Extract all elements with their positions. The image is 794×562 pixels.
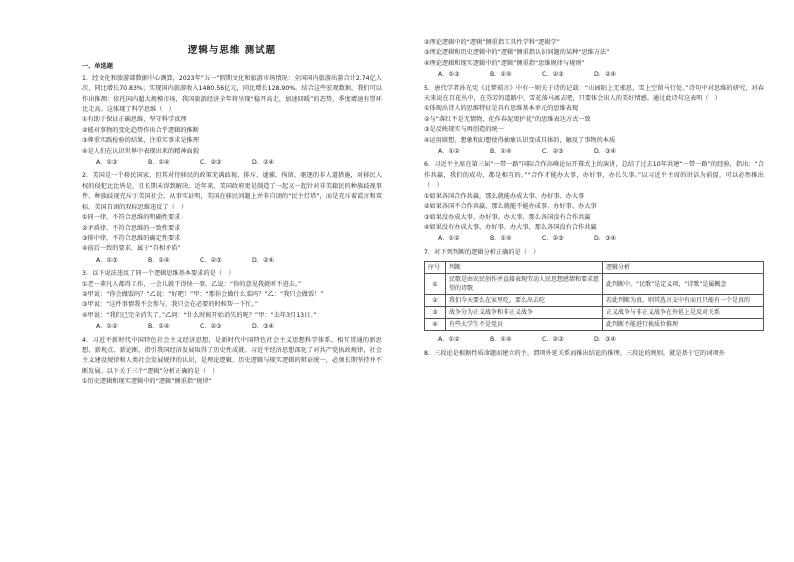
question-4-item: ③理论逻辑和历史逻辑中的“逻辑”侧重指认识问题的某种“思维方法”	[424, 49, 610, 57]
question-2-item: ④前后一致的要求，属于“自相矛盾”	[82, 245, 181, 253]
question-3-item: ②甲说：“你会做饭吗？”乙说：“好吧！”甲：“那你会做什么菜吗？”乙：“我只会做饭！”	[82, 290, 324, 298]
question-2-choices	[82, 256, 382, 266]
section-heading: 一、单选题	[82, 63, 113, 71]
question-4-item: ②理论逻辑中的“逻辑”侧重指工具性学科“逻辑学”	[424, 39, 560, 46]
question-6-item: ②如果各国不合作共赢，那么就能不能办成事、办好事、办大事	[424, 203, 597, 211]
question-7-choices	[424, 335, 764, 345]
choice-c[interactable]: C．②③	[200, 159, 222, 167]
question-2-item: ①同一律，不符合思维的明确性要求	[82, 214, 181, 222]
question-3-stem: 3．以下说法违反了同一个逻辑思维基本要求的是（ ）	[82, 270, 235, 278]
choice-c[interactable]: C．②③	[542, 148, 564, 156]
question-5-choices	[424, 147, 764, 157]
choice-d[interactable]: D．③④	[252, 323, 275, 331]
column-header: 逻辑分析	[603, 262, 764, 274]
choice-c[interactable]: C．②③	[542, 235, 564, 243]
question-5-item: ④运用联想、想象和幻想使得抽象认识变成具体的，触及了事物的本质	[424, 136, 616, 144]
question-4-stem: 4．习近平新时代中国特色社会主义经济思想，是新时代中国特色社会主义思想科学体系、相互贯通的新思想、新观点、新论断，指引我国经济发展取得了历史性成就。习近平经济思想深化了对共产党执政规律、社会主义建设规律和人类社会发展规律的认识，是理论逻辑、历史逻辑与现实逻辑的辩证统一，必须长期坚持并不断发展。以下关于三个“逻辑”分析正确的是（ ）	[82, 336, 382, 375]
question-2-stem: 2．美国是一个移民国家，但其对待移民的政策充满歧视、排斥，逮捕、拘留、驱逐的非人道措施，对移民人权的侵犯比比皆是，且长期未得到解决。近年来，美国政府更是制造了一起又一起针对非美籍民的种族歧视事件。种族歧视充斥于美国社会，从事实证明，美国在移民问题上并非自诩的“民主灯塔”，而是充斥着谎言和双标。美国自诩的双标思维违反了（ ）	[82, 172, 382, 211]
question-1-stem: 1．经文化和旅游部数据中心测算，2023年“五一”假期文化和旅游市场情况：全国国内旅游出游合计2.74亿人次，同比增长70.83%；实现国内旅游收入1480.56亿元，同比增长128.90%。结合这些宏观数据，我们可以作出推测：依托国内超大规模市场，我国旅游经济全年将呈现“稳开高走，加速回暖”的态势，季度增速有望环比走高。这体现了科学思维（ ）	[82, 74, 382, 114]
question-3-item: ④甲说：“我们已完全消失了。”乙问：“什么时候开始消失的呢？”甲：“去年3月13日。”	[82, 311, 317, 319]
question-7-stem: 7．对下列判断的逻辑分析正确的是（ ）	[424, 248, 540, 256]
question-1-item: ②能对事物的变化趋势作出合乎逻辑的推断	[82, 126, 199, 134]
table-cell: 有些大学生不是党员	[446, 319, 603, 331]
table-cell: ②	[425, 295, 446, 307]
column-header: 序号	[425, 262, 446, 274]
table-cell: ③	[425, 307, 446, 319]
table-cell: 战争分为正义战争和非正义战争	[446, 307, 603, 319]
table-cell: 正义战争与非正义战争在外延上是反对关系	[603, 307, 764, 319]
choice-a[interactable]: A．①②	[438, 148, 460, 156]
left-column	[82, 38, 382, 388]
choice-c[interactable]: C．②③	[200, 323, 222, 331]
choice-d[interactable]: D．③④	[594, 336, 617, 344]
question-1-item: ①有助于保证正确思维，坚守科学真理	[82, 116, 187, 124]
choice-a[interactable]: A．①②	[96, 323, 118, 331]
choice-a[interactable]: A．①③	[438, 71, 460, 79]
choice-b[interactable]: B．①④	[148, 256, 170, 264]
question-5-item: ②与“落红不是无情物，化作春泥更护花”的思维表达方式一致	[424, 115, 591, 123]
choice-d[interactable]: D．②④	[594, 71, 617, 79]
question-3-item: ③甲说：“这件事情我不会参与，我只会在必要的时候帮一下忙。”	[82, 301, 258, 309]
choice-b[interactable]: B．①④	[490, 148, 512, 156]
table-cell: 民歌是由农民创作并直接表现劳动人民思想感情和要求愿望的诗歌	[446, 274, 603, 295]
question-6-item: ③如果没办成大事、办好事、办大事，那么各国没有合作共赢	[424, 213, 591, 221]
choice-b[interactable]: B．①④	[148, 159, 170, 167]
table-cell: 此判断不能进行换质位推理	[603, 319, 764, 331]
page-title: 逻辑与思维 测试题	[187, 45, 277, 56]
table-header-row	[425, 262, 764, 274]
question-1-item: ③尊重实践检验的结果，注重实事求是推理	[82, 137, 199, 145]
column-header: 判断	[446, 262, 603, 274]
question-3-choices	[82, 322, 382, 332]
table-row	[425, 307, 764, 319]
choice-b[interactable]: B．①④	[490, 235, 512, 243]
choice-b[interactable]: B．①④	[490, 71, 512, 79]
question-2-item: ③排中律，不符合思维的确定性要求	[82, 234, 181, 242]
question-2-item: ②矛盾律，不符合思维的一致性要求	[82, 224, 181, 232]
question-6-choices	[424, 234, 764, 244]
table-cell: ④	[425, 319, 446, 331]
question-4-item: ①历史逻辑和现实逻辑中的“逻辑”侧重指“规律”	[82, 378, 212, 386]
question-6-item: ④如果没有办成大事、办好事、办大事，那么各国没有合作共赢	[424, 223, 597, 231]
choice-b[interactable]: B．①④	[148, 323, 170, 331]
table-cell: ①	[425, 274, 446, 295]
table-cell: 此判断中，“民歌”是定义项，“诗歌”是属概念	[603, 274, 764, 295]
choice-d[interactable]: D．③④	[594, 148, 617, 156]
table-cell: 若此判断为真，则其选言支中有而且只能有一个是真的	[603, 295, 764, 307]
right-column	[424, 38, 764, 359]
question-5-item: ③是反映现实与再创造的统一	[424, 126, 504, 134]
choice-b[interactable]: B．①④	[490, 336, 512, 344]
choice-c[interactable]: C．②③	[200, 256, 222, 264]
question-7-table	[424, 261, 764, 331]
choice-d[interactable]: D．③④	[594, 235, 617, 243]
choice-a[interactable]: A．①③	[96, 159, 118, 167]
choice-a[interactable]: A．①②	[438, 336, 460, 344]
question-3-item: ①老一辈凡人都得工作，一会儿就干得快一事。乙说：“你的意见我就听不进去。”	[82, 280, 302, 288]
table-cell: 我们今天要么在家里吃，要么出去吃	[446, 295, 603, 307]
question-4-item: ④理论逻辑和现实逻辑中的“逻辑”侧重指“思维规律与规则”	[424, 59, 585, 67]
table-row	[425, 319, 764, 331]
question-5-item: ①体现出诗人的思维特征是具有思维基本单元的思维表现	[424, 105, 579, 113]
question-6-item: ①如果各国合作共赢，那么就能办成大事、办好事、办大事	[424, 192, 585, 200]
question-1-choices	[82, 158, 382, 168]
choice-d[interactable]: D．②④	[252, 256, 275, 264]
choice-a[interactable]: A．①③	[96, 256, 118, 264]
question-6-stem: 6．习近平主席在第三届“一带一路”国际合作高峰论坛开幕式上的演讲，总结了过去10年共建“一带一路”的经验，指出：“合作共赢，我们的成功，都是相互的。”“合作才能办大事，办好事，办长久事。”以习近平主席的讲话为前提，可以必然推出（ ）	[424, 161, 764, 190]
choice-c[interactable]: C．②③	[542, 336, 564, 344]
table-row	[425, 295, 764, 307]
question-1-item: ④是人们在认识世界中表现出来的精神面貌	[82, 147, 199, 155]
question-5-stem: 5．唐代学者孙光宪《北梦琐言》中有一则关于诗的记载：“山园陌上无邪思，雪上空留马行处。”诗句中对思维的研究，对春天来说在百花丛中，在芬芳的道路中，雪花落马离去吧，只要体会出人的美好情感。通过此诗句这表明（ ）	[424, 84, 764, 103]
question-4-choices	[424, 70, 764, 80]
choice-a[interactable]: A．①②	[438, 235, 460, 243]
question-8-stem: 8．三段论是根据性质命题而建立的主、谓项外延关系而推出结论的推理。三段论的规则，就是基于它的词项外	[424, 349, 725, 357]
choice-c[interactable]: C．②③	[542, 71, 564, 79]
choice-d[interactable]: D．②④	[252, 159, 275, 167]
table-row	[425, 274, 764, 295]
